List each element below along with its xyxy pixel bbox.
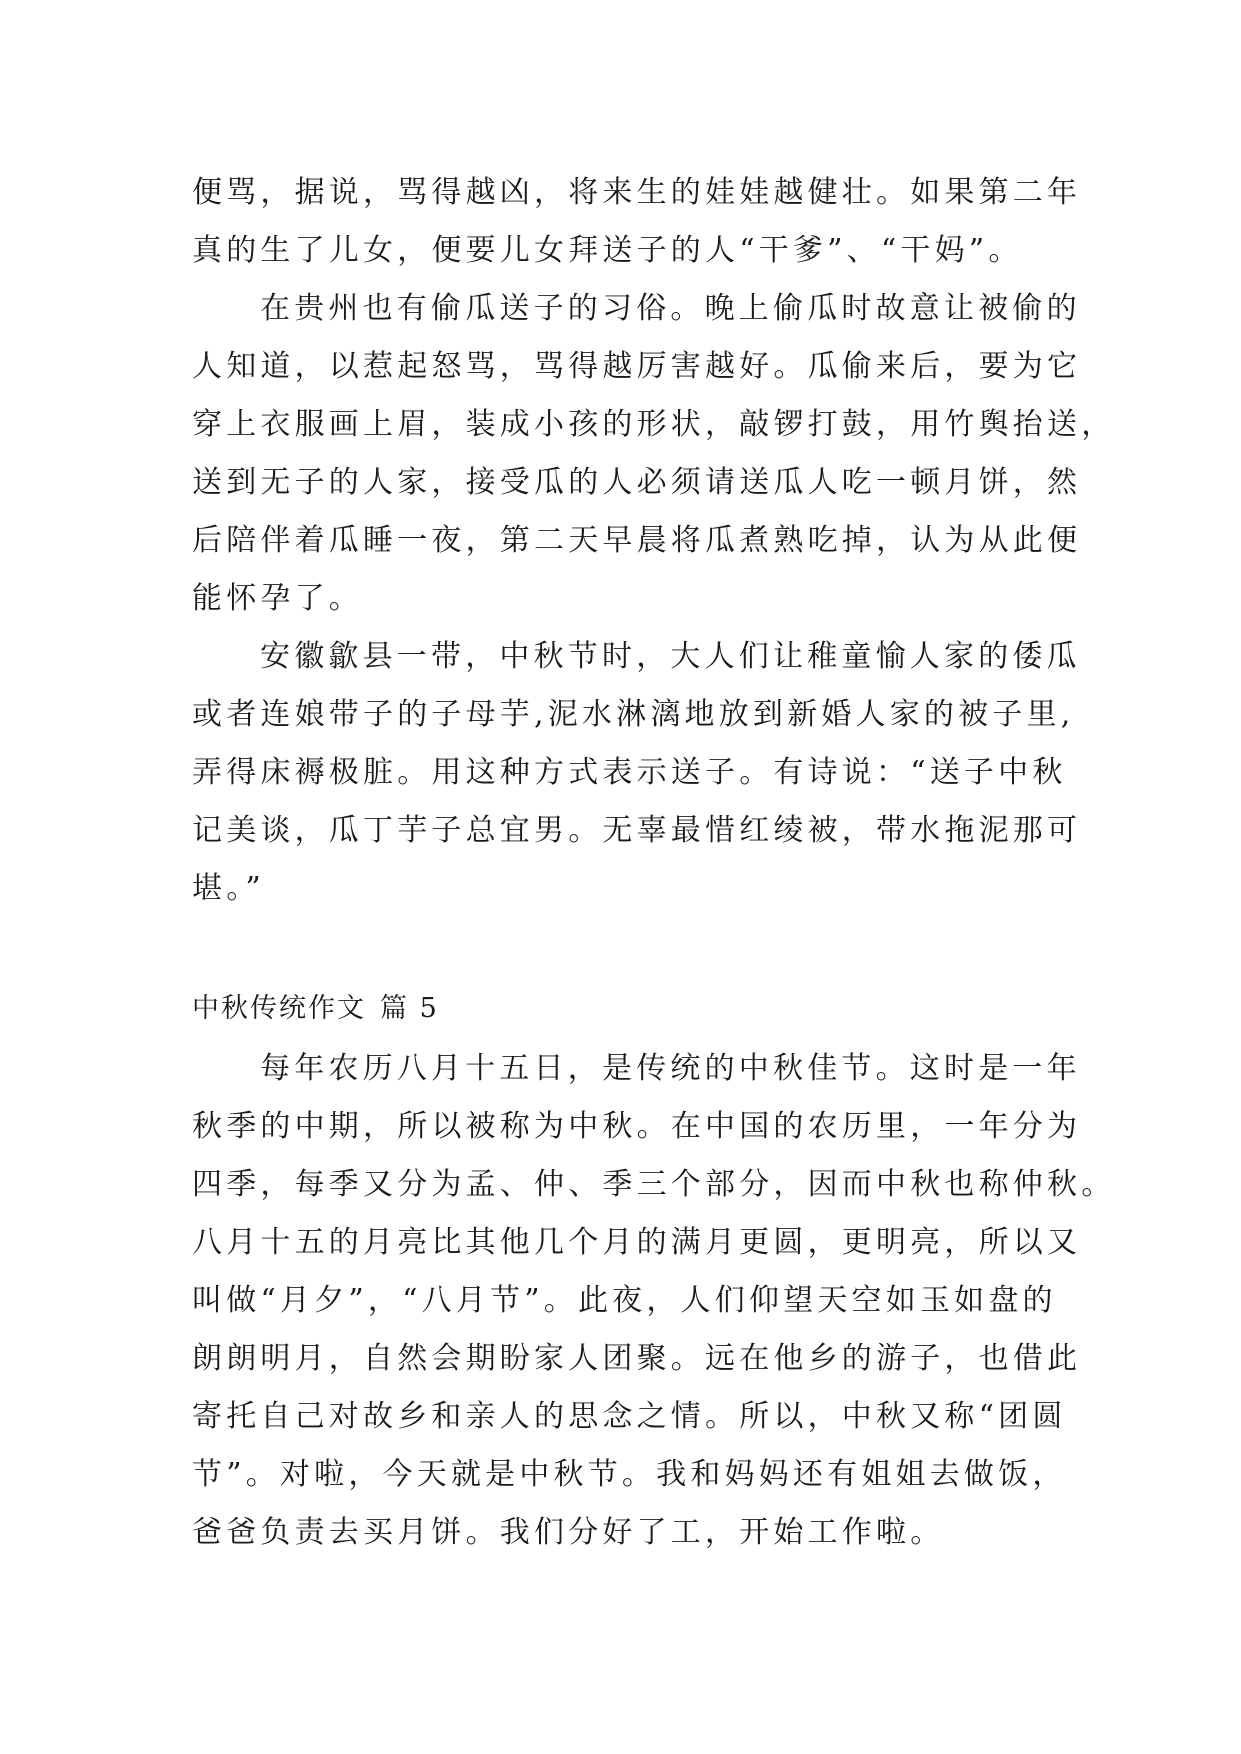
- text-line: 八月十五的月亮比其他几个月的满月更圆，更明亮，所以又: [192, 1225, 1082, 1260]
- text-line: 朗朗明月，自然会期盼家人团聚。远在他乡的游子，也借此: [192, 1341, 1082, 1376]
- text-line: 四季，每季又分为孟、仲、季三个部分，因而中秋也称仲秋。: [192, 1167, 1116, 1202]
- text-line: 穿上衣服画上眉，装成小孩的形状，敲锣打鼓，用竹舆抬送，: [192, 407, 1116, 442]
- text-line: 记美谈，瓜丁芋子总宜男。无辜最惜红绫被，带水拖泥那可: [192, 813, 1082, 848]
- text-line: 能怀孕了。: [192, 581, 363, 616]
- section-number: 篇 5: [380, 993, 439, 1024]
- text-line: 寄托自己对故乡和亲人的思念之情。所以，中秋又称“团圆: [192, 1399, 1067, 1434]
- text-line: 秋季的中期，所以被称为中秋。在中国的农历里，一年分为: [192, 1109, 1082, 1144]
- text-line: 后陪伴着瓜睡一夜，第二天早晨将瓜煮熟吃掉，认为从此便: [192, 523, 1082, 558]
- paragraph-start-line: 每年农历八月十五日，是传统的中秋佳节。这时是一年: [260, 1051, 1081, 1086]
- text-line: 便骂，据说，骂得越凶，将来生的娃娃越健壮。如果第二年: [192, 175, 1082, 210]
- paragraph-start-line: 在贵州也有偷瓜送子的习俗。晚上偷瓜时故意让被偷的: [260, 291, 1081, 326]
- text-line: 堪。”: [192, 871, 265, 906]
- top-text-block: [192, 164, 1116, 918]
- text-line: 爸爸负责去买月饼。我们分好了工，开始工作啦。: [192, 1515, 945, 1550]
- bottom-text-block: [192, 1040, 1116, 1562]
- text-line: 叫做“月夕”，“八月节”。此夜，人们仰望天空如玉如盘的: [192, 1283, 1057, 1318]
- text-line: 或者连娘带子的子母芋,泥水淋漓地放到新婚人家的被子里,: [192, 697, 1075, 732]
- text-line: 送到无子的人家，接受瓜的人必须请送瓜人吃一顿月饼，然: [192, 465, 1082, 500]
- text-line: 人知道，以惹起怒骂，骂得越厉害越好。瓜偷来后，要为它: [192, 349, 1082, 384]
- section-title: 中秋传统作文: [192, 993, 366, 1024]
- paragraph-start-line: 安徽歙县一带，中秋节时，大人们让稚童愉人家的倭瓜: [260, 639, 1081, 674]
- text-line: 弄得床褥极脏。用这种方式表示送子。有诗说：“送子中秋: [192, 755, 1067, 790]
- text-line: 节”。对啦，今天就是中秋节。我和妈妈还有姐姐去做饭，: [192, 1457, 1067, 1492]
- section-heading: [192, 980, 439, 1038]
- text-line: 真的生了儿女，便要儿女拜送子的人“干爹”、“干妈”。: [192, 233, 1023, 268]
